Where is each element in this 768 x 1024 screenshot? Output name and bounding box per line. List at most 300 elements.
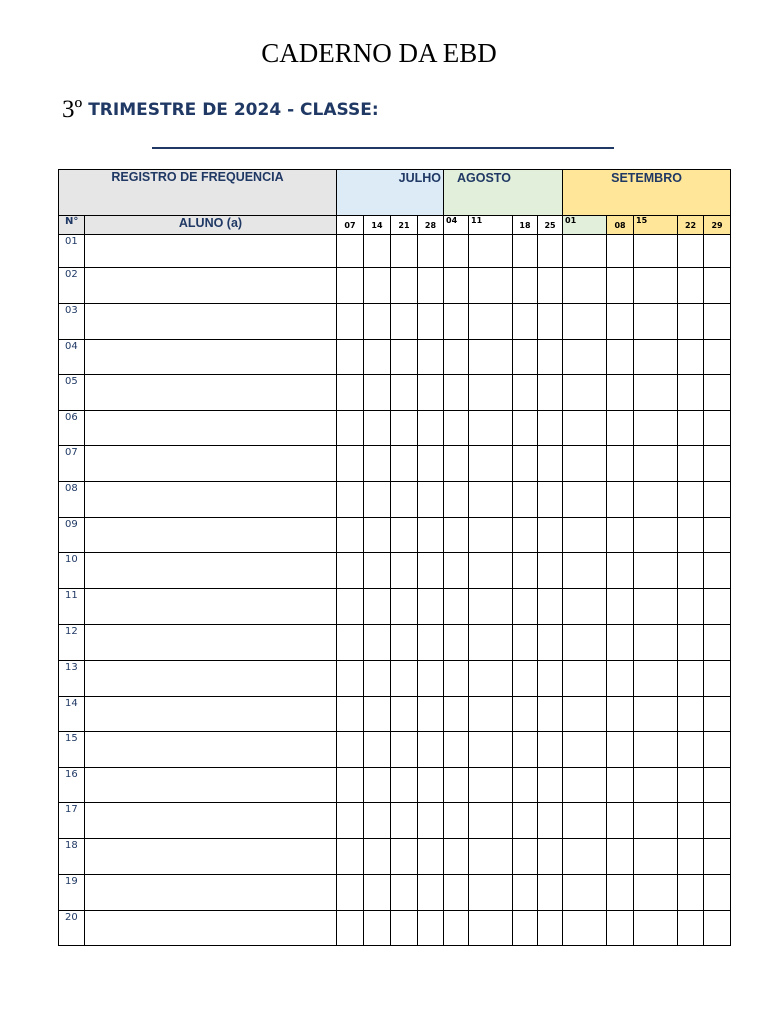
attendance-cell[interactable] [678,697,704,732]
attendance-cell[interactable] [418,768,444,803]
attendance-cell[interactable] [563,768,607,803]
attendance-cell[interactable] [678,482,704,518]
attendance-cell[interactable] [469,875,513,911]
attendance-cell[interactable] [418,697,444,732]
attendance-cell[interactable] [678,589,704,625]
attendance-cell[interactable] [513,235,538,268]
attendance-cell[interactable] [391,661,418,697]
attendance-cell[interactable] [513,446,538,482]
attendance-cell[interactable] [538,375,563,411]
attendance-cell[interactable] [513,697,538,732]
attendance-cell[interactable] [607,875,634,911]
attendance-cell[interactable] [418,304,444,340]
attendance-cell[interactable] [563,304,607,340]
attendance-cell[interactable] [704,518,731,553]
attendance-cell[interactable] [469,304,513,340]
attendance-cell[interactable] [513,875,538,911]
attendance-cell[interactable] [418,268,444,304]
attendance-cell[interactable] [364,268,391,304]
attendance-cell[interactable] [634,446,678,482]
attendance-cell[interactable] [444,304,469,340]
attendance-cell[interactable] [391,589,418,625]
attendance-cell[interactable] [513,482,538,518]
attendance-cell[interactable] [634,375,678,411]
attendance-cell[interactable] [418,553,444,589]
attendance-cell[interactable] [364,518,391,553]
attendance-cell[interactable] [337,304,364,340]
attendance-cell[interactable] [391,732,418,768]
attendance-cell[interactable] [704,482,731,518]
attendance-cell[interactable] [513,589,538,625]
attendance-cell[interactable] [469,589,513,625]
attendance-cell[interactable] [513,411,538,446]
attendance-cell[interactable] [444,589,469,625]
attendance-cell[interactable] [634,553,678,589]
row-number: 06 [59,411,85,446]
student-header: ALUNO (a) [85,216,337,235]
attendance-cell[interactable] [391,340,418,375]
student-name-cell[interactable] [85,589,337,625]
attendance-cell[interactable] [704,411,731,446]
attendance-cell[interactable] [391,875,418,911]
attendance-cell[interactable] [513,268,538,304]
attendance-cell[interactable] [418,839,444,875]
student-name-cell[interactable] [85,235,337,268]
attendance-cell[interactable] [337,732,364,768]
attendance-cell[interactable] [704,803,731,839]
attendance-cell[interactable] [444,768,469,803]
attendance-cell[interactable] [563,625,607,661]
row-number: 04 [59,340,85,375]
student-name-cell[interactable] [85,268,337,304]
attendance-cell[interactable] [607,553,634,589]
attendance-cell[interactable] [704,589,731,625]
attendance-cell[interactable] [538,803,563,839]
table-row [59,411,731,446]
student-name-cell[interactable] [85,625,337,661]
attendance-cell[interactable] [444,446,469,482]
attendance-cell[interactable] [563,589,607,625]
row-number: 13 [59,661,85,697]
attendance-cell[interactable] [364,375,391,411]
attendance-cell[interactable] [444,235,469,268]
student-name-cell[interactable] [85,911,337,946]
attendance-cell[interactable] [364,732,391,768]
attendance-cell[interactable] [563,553,607,589]
attendance-cell[interactable] [678,304,704,340]
attendance-cell[interactable] [678,553,704,589]
attendance-cell[interactable] [607,589,634,625]
attendance-cell[interactable] [634,661,678,697]
attendance-cell[interactable] [364,697,391,732]
attendance-cell[interactable] [607,625,634,661]
attendance-cell[interactable] [418,589,444,625]
attendance-cell[interactable] [634,768,678,803]
attendance-cell[interactable] [607,375,634,411]
attendance-cell[interactable] [607,839,634,875]
attendance-cell[interactable] [563,911,607,946]
attendance-cell[interactable] [391,839,418,875]
attendance-cell[interactable] [513,340,538,375]
attendance-cell[interactable] [364,803,391,839]
student-name-cell[interactable] [85,875,337,911]
student-name-cell[interactable] [85,304,337,340]
attendance-cell[interactable] [607,768,634,803]
attendance-cell[interactable] [538,839,563,875]
attendance-cell[interactable] [634,268,678,304]
attendance-cell[interactable] [469,911,513,946]
attendance-cell[interactable] [469,375,513,411]
attendance-cell[interactable] [678,661,704,697]
attendance-cell[interactable] [607,911,634,946]
attendance-cell[interactable] [513,518,538,553]
attendance-cell[interactable] [704,697,731,732]
date-25-aug: 25 [538,216,563,235]
attendance-cell[interactable] [704,553,731,589]
attendance-cell[interactable] [607,340,634,375]
attendance-cell[interactable] [418,446,444,482]
attendance-cell[interactable] [469,732,513,768]
attendance-cell[interactable] [704,732,731,768]
attendance-cell[interactable] [513,768,538,803]
attendance-cell[interactable] [704,304,731,340]
row-number: 18 [59,839,85,875]
attendance-cell[interactable] [538,553,563,589]
attendance-cell[interactable] [337,411,364,446]
attendance-cell[interactable] [538,411,563,446]
attendance-cell[interactable] [513,553,538,589]
attendance-cell[interactable] [444,911,469,946]
attendance-cell[interactable] [364,482,391,518]
attendance-cell[interactable] [678,446,704,482]
attendance-cell[interactable] [704,268,731,304]
attendance-cell[interactable] [444,661,469,697]
attendance-cell[interactable] [607,803,634,839]
attendance-cell[interactable] [418,482,444,518]
attendance-cell[interactable] [538,697,563,732]
student-name-cell[interactable] [85,697,337,732]
attendance-cell[interactable] [563,803,607,839]
table-row [59,625,731,661]
attendance-cell[interactable] [337,235,364,268]
student-name-cell[interactable] [85,768,337,803]
attendance-cell[interactable] [364,839,391,875]
attendance-cell[interactable] [469,625,513,661]
attendance-cell[interactable] [444,375,469,411]
student-name-cell[interactable] [85,803,337,839]
attendance-cell[interactable] [538,482,563,518]
attendance-cell[interactable] [444,625,469,661]
attendance-cell[interactable] [418,625,444,661]
attendance-cell[interactable] [634,803,678,839]
attendance-cell[interactable] [337,268,364,304]
attendance-cell[interactable] [364,625,391,661]
table-row [59,839,731,875]
attendance-cell[interactable] [444,411,469,446]
attendance-cell[interactable] [678,340,704,375]
attendance-cell[interactable] [337,625,364,661]
attendance-cell[interactable] [364,661,391,697]
attendance-cell[interactable] [337,482,364,518]
attendance-cell[interactable] [538,661,563,697]
student-name-cell[interactable] [85,411,337,446]
attendance-cell[interactable] [634,697,678,732]
attendance-cell[interactable] [391,768,418,803]
attendance-cell[interactable] [469,482,513,518]
attendance-cell[interactable] [704,340,731,375]
date-15-sep: 15 [634,216,678,235]
attendance-cell[interactable] [704,375,731,411]
attendance-cell[interactable] [634,235,678,268]
attendance-cell[interactable] [538,340,563,375]
attendance-cell[interactable] [418,803,444,839]
student-name-cell[interactable] [85,518,337,553]
attendance-cell[interactable] [538,446,563,482]
row-number: 05 [59,375,85,411]
attendance-cell[interactable] [634,911,678,946]
attendance-cell[interactable] [634,589,678,625]
attendance-cell[interactable] [704,446,731,482]
attendance-cell[interactable] [678,411,704,446]
attendance-cell[interactable] [563,697,607,732]
table-row [59,553,731,589]
attendance-cell[interactable] [444,518,469,553]
student-name-cell[interactable] [85,340,337,375]
attendance-cell[interactable] [364,553,391,589]
attendance-cell[interactable] [563,375,607,411]
attendance-cell[interactable] [337,446,364,482]
attendance-cell[interactable] [337,768,364,803]
attendance-cell[interactable] [634,482,678,518]
attendance-cell[interactable] [607,235,634,268]
attendance-cell[interactable] [418,911,444,946]
attendance-cell[interactable] [364,446,391,482]
attendance-cell[interactable] [513,732,538,768]
attendance-cell[interactable] [469,553,513,589]
attendance-cell[interactable] [364,304,391,340]
attendance-cell[interactable] [513,839,538,875]
attendance-cell[interactable] [563,411,607,446]
table-row [59,697,731,732]
attendance-cell[interactable] [391,518,418,553]
attendance-cell[interactable] [469,661,513,697]
attendance-cell[interactable] [391,803,418,839]
attendance-cell[interactable] [469,518,513,553]
attendance-cell[interactable] [607,697,634,732]
attendance-cell[interactable] [364,340,391,375]
attendance-cell[interactable] [634,625,678,661]
attendance-cell[interactable] [538,235,563,268]
attendance-cell[interactable] [418,411,444,446]
attendance-cell[interactable] [563,235,607,268]
attendance-cell[interactable] [444,340,469,375]
number-header: N° [59,216,85,235]
attendance-cell[interactable] [607,411,634,446]
attendance-cell[interactable] [469,340,513,375]
attendance-cell[interactable] [607,482,634,518]
attendance-cell[interactable] [678,875,704,911]
attendance-cell[interactable] [337,803,364,839]
attendance-cell[interactable] [513,625,538,661]
attendance-cell[interactable] [391,625,418,661]
attendance-cell[interactable] [538,589,563,625]
attendance-cell[interactable] [337,375,364,411]
attendance-cell[interactable] [391,446,418,482]
attendance-cell[interactable] [469,697,513,732]
attendance-cell[interactable] [444,268,469,304]
attendance-cell[interactable] [538,518,563,553]
attendance-cell[interactable] [538,625,563,661]
attendance-cell[interactable] [469,268,513,304]
student-name-cell[interactable] [85,661,337,697]
attendance-cell[interactable] [563,518,607,553]
attendance-cell[interactable] [634,839,678,875]
attendance-cell[interactable] [678,518,704,553]
attendance-cell[interactable] [337,839,364,875]
attendance-cell[interactable] [444,732,469,768]
attendance-cell[interactable] [513,304,538,340]
attendance-cell[interactable] [469,446,513,482]
attendance-cell[interactable] [563,875,607,911]
attendance-cell[interactable] [538,768,563,803]
attendance-cell[interactable] [418,340,444,375]
attendance-cell[interactable] [607,268,634,304]
attendance-cell[interactable] [563,268,607,304]
table-row [59,875,731,911]
attendance-cell[interactable] [678,732,704,768]
student-name-cell[interactable] [85,375,337,411]
attendance-cell[interactable] [444,482,469,518]
attendance-cell[interactable] [444,553,469,589]
attendance-cell[interactable] [418,732,444,768]
attendance-cell[interactable] [704,661,731,697]
attendance-cell[interactable] [634,304,678,340]
attendance-cell[interactable] [678,839,704,875]
attendance-cell[interactable] [444,803,469,839]
attendance-cell[interactable] [607,518,634,553]
attendance-cell[interactable] [391,553,418,589]
attendance-cell[interactable] [607,304,634,340]
attendance-cell[interactable] [364,411,391,446]
attendance-cell[interactable] [538,732,563,768]
row-number: 11 [59,589,85,625]
attendance-cell[interactable] [444,839,469,875]
attendance-cell[interactable] [364,911,391,946]
attendance-cell[interactable] [513,911,538,946]
attendance-cell[interactable] [634,518,678,553]
row-number: 02 [59,268,85,304]
attendance-cell[interactable] [563,446,607,482]
attendance-cell[interactable] [364,875,391,911]
attendance-cell[interactable] [391,911,418,946]
attendance-cell[interactable] [337,518,364,553]
attendance-cell[interactable] [513,803,538,839]
attendance-cell[interactable] [678,803,704,839]
attendance-cell[interactable] [337,589,364,625]
attendance-cell[interactable] [364,235,391,268]
register-header: REGISTRO DE FREQUENCIA [59,170,337,216]
attendance-cell[interactable] [469,235,513,268]
attendance-cell[interactable] [418,235,444,268]
attendance-cell[interactable] [538,911,563,946]
attendance-cell[interactable] [704,839,731,875]
attendance-cell[interactable] [704,768,731,803]
student-name-cell[interactable] [85,839,337,875]
attendance-cell[interactable] [418,661,444,697]
attendance-cell[interactable] [364,589,391,625]
attendance-cell[interactable] [469,768,513,803]
attendance-cell[interactable] [678,911,704,946]
attendance-cell[interactable] [418,875,444,911]
attendance-cell[interactable] [563,482,607,518]
attendance-cell[interactable] [391,375,418,411]
attendance-cell[interactable] [418,518,444,553]
attendance-cell[interactable] [563,839,607,875]
attendance-cell[interactable] [391,697,418,732]
attendance-cell[interactable] [607,661,634,697]
attendance-cell[interactable] [563,340,607,375]
attendance-cell[interactable] [704,875,731,911]
student-name-cell[interactable] [85,732,337,768]
table-row [59,911,731,946]
attendance-cell[interactable] [469,803,513,839]
attendance-cell[interactable] [678,625,704,661]
attendance-cell[interactable] [391,411,418,446]
attendance-cell[interactable] [634,340,678,375]
attendance-cell[interactable] [513,375,538,411]
attendance-cell[interactable] [391,482,418,518]
attendance-cell[interactable] [337,875,364,911]
attendance-cell[interactable] [337,911,364,946]
student-name-cell[interactable] [85,553,337,589]
attendance-cell[interactable] [469,839,513,875]
attendance-cell[interactable] [391,235,418,268]
student-name-cell[interactable] [85,482,337,518]
attendance-cell[interactable] [337,697,364,732]
attendance-cell[interactable] [634,875,678,911]
attendance-cell[interactable] [704,235,731,268]
attendance-cell[interactable] [538,875,563,911]
row-number: 20 [59,911,85,946]
attendance-cell[interactable] [678,375,704,411]
attendance-cell[interactable] [634,732,678,768]
attendance-cell[interactable] [538,304,563,340]
attendance-cell[interactable] [634,411,678,446]
attendance-cell[interactable] [364,768,391,803]
attendance-cell[interactable] [391,304,418,340]
attendance-cell[interactable] [704,911,731,946]
attendance-cell[interactable] [513,661,538,697]
attendance-cell[interactable] [678,235,704,268]
attendance-cell[interactable] [563,732,607,768]
attendance-cell[interactable] [444,697,469,732]
attendance-cell[interactable] [678,268,704,304]
attendance-cell[interactable] [337,340,364,375]
attendance-cell[interactable] [391,268,418,304]
attendance-cell[interactable] [563,661,607,697]
attendance-cell[interactable] [538,268,563,304]
attendance-cell[interactable] [704,625,731,661]
attendance-cell[interactable] [678,768,704,803]
attendance-cell[interactable] [337,553,364,589]
student-name-cell[interactable] [85,446,337,482]
attendance-cell[interactable] [607,732,634,768]
attendance-cell[interactable] [607,446,634,482]
attendance-cell[interactable] [337,661,364,697]
attendance-cell[interactable] [444,875,469,911]
attendance-cell[interactable] [469,411,513,446]
attendance-cell[interactable] [418,375,444,411]
